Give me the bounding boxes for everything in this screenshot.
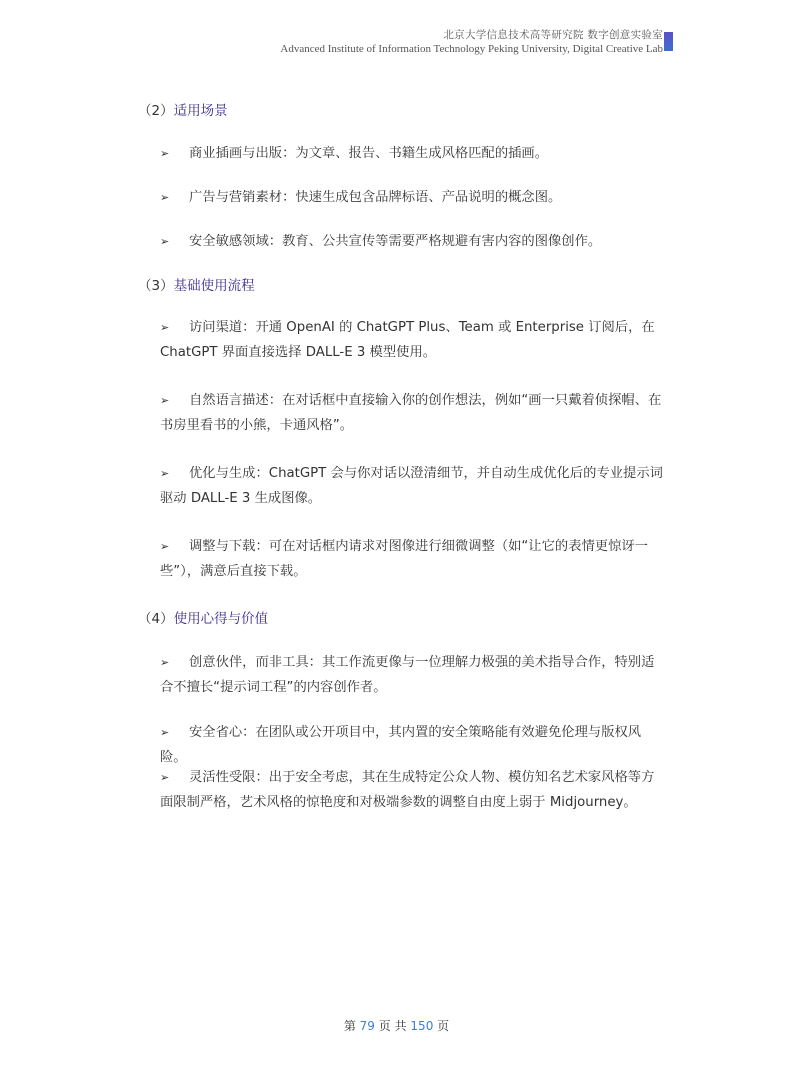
section-title-4 [138, 607, 268, 627]
list-item [160, 141, 665, 166]
list-item-text: 商业插画与出版：为文章、报告、书籍生成风格匹配的插画。 [189, 146, 549, 161]
arrow-bullet-icon: ➢ [160, 321, 170, 334]
section-title-3 [138, 274, 255, 294]
list-item-text: 灵活性受限：出于安全考虑，其在生成特定公众人物、模仿知名艺术家风格等方面限制严格，艺术风格的惊艳度和对极端参数的调整自由度上弱于 Midjourney。 [160, 770, 655, 810]
arrow-bullet-icon: ➢ [160, 147, 170, 160]
arrow-bullet-icon: ➢ [160, 540, 170, 553]
list-item-text: 访问渠道：开通 OpenAI 的 ChatGPT Plus、Team 或 Enterprise 订阅后，在 ChatGPT 界面直接选择 DALL-E 3 模型使用。 [160, 320, 655, 360]
footer-middle: 页 共 [378, 1019, 407, 1033]
arrow-bullet-icon: ➢ [160, 656, 170, 669]
list-item [160, 720, 665, 770]
arrow-bullet-icon: ➢ [160, 235, 170, 248]
arrow-bullet-icon: ➢ [160, 467, 170, 480]
arrow-bullet-icon: ➢ [160, 394, 170, 407]
header-color-bar [664, 32, 673, 51]
section-heading: 适用场景 [173, 103, 228, 119]
list-item [160, 315, 665, 365]
list-item [160, 461, 665, 511]
section-number: （2） [138, 103, 174, 119]
header-institute-cn: 北京大学信息技术高等研究院 数字创意实验室 [443, 29, 663, 41]
arrow-bullet-icon: ➢ [160, 771, 170, 784]
list-item [160, 765, 665, 815]
list-item-text: 安全省心：在团队或公开项目中，其内置的安全策略能有效避免伦理与版权风险。 [160, 725, 642, 765]
header-institute-en: Advanced Institute of Information Technology Peking University, Digital Creative Lab [280, 43, 663, 55]
list-item-text: 创意伙伴，而非工具：其工作流更像与一位理解力极强的美术指导合作，特别适合不擅长“提示词工程”的内容创作者。 [160, 655, 655, 695]
current-page-number: 79 [359, 1019, 375, 1033]
list-item-text: 广告与营销素材：快速生成包含品牌标语、产品说明的概念图。 [189, 190, 562, 205]
list-item-text: 自然语言描述：在对话框中直接输入你的创作想法，例如“画一只戴着侦探帽、在书房里看书的小熊，卡通风格”。 [160, 393, 662, 433]
list-item [160, 650, 665, 700]
list-item-text: 优化与生成：ChatGPT 会与你对话以澄清细节，并自动生成优化后的专业提示词驱动 DALL-E 3 生成图像。 [160, 466, 663, 506]
section-heading: 使用心得与价值 [173, 611, 269, 627]
list-item [160, 534, 665, 584]
section-number: （3） [138, 278, 174, 294]
section-number: （4） [138, 611, 174, 627]
total-pages-number: 150 [410, 1019, 434, 1033]
footer-suffix: 页 [437, 1019, 450, 1033]
arrow-bullet-icon: ➢ [160, 726, 170, 739]
list-item-text: 调整与下载：可在对话框内请求对图像进行细微调整（如“让它的表情更惊讶一些”），满意后直接下载。 [160, 539, 648, 579]
list-item [160, 185, 665, 210]
list-item [160, 229, 665, 254]
footer-prefix: 第 [343, 1019, 356, 1033]
arrow-bullet-icon: ➢ [160, 191, 170, 204]
section-heading: 基础使用流程 [173, 278, 255, 294]
page-header [280, 28, 663, 56]
list-item-text: 安全敏感领域：教育、公共宣传等需要严格规避有害内容的图像创作。 [189, 234, 602, 249]
list-item [160, 388, 665, 438]
page-footer [0, 1017, 793, 1034]
section-title-2 [138, 99, 228, 119]
